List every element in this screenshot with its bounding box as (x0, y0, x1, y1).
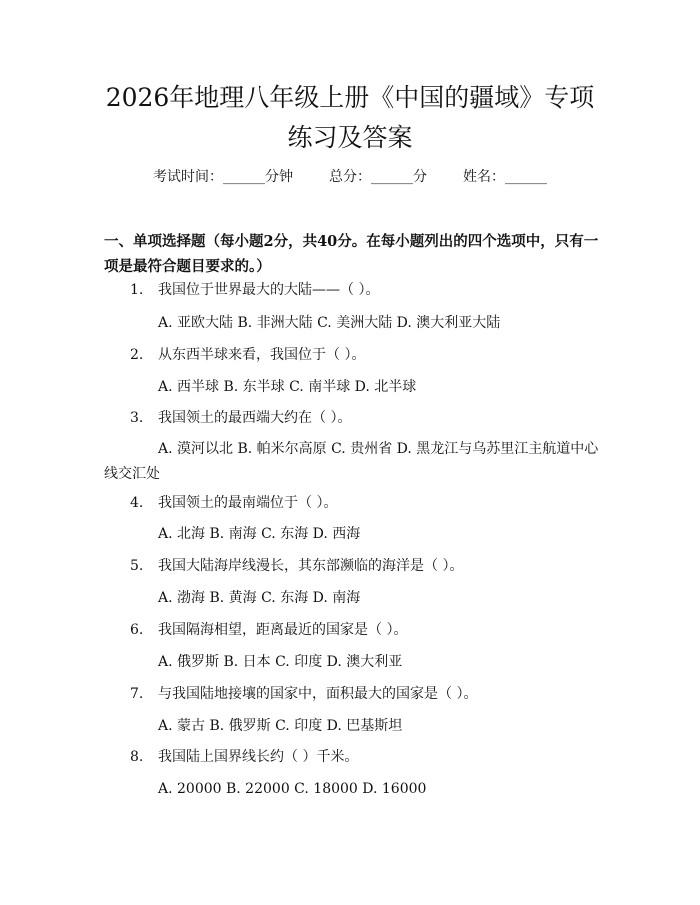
question-options: A. 20000 B. 22000 C. 18000 D. 16000 (158, 781, 427, 797)
question-options: A. 西半球 B. 东半球 C. 南半球 D. 北半球 (158, 379, 417, 395)
section-heading: 一、单项选择题（每小题2分，共40分。在每小题列出的四个选项中，只有一项是最符合题目要求的。） (104, 233, 599, 275)
page-title-line-1: 2026年地理八年级上册《中国的疆域》专项 (105, 83, 595, 112)
question-number: 2. (130, 347, 144, 363)
question-item (130, 556, 463, 576)
question-text: 从东西半球来看，我国位于（ ）。 (158, 347, 366, 363)
question-text: 我国陆上国界线长约（ ）千米。 (158, 749, 359, 765)
question-item (130, 345, 365, 365)
question-text: 与我国陆地接壤的国家中，面积最大的国家是（ ）。 (158, 686, 478, 702)
question-number: 5. (130, 558, 144, 574)
page-title-line-2: 练习及答案 (287, 123, 413, 152)
question-item (130, 747, 358, 767)
exam-time-field: 考试时间：______分钟 (153, 169, 293, 185)
question-number: 7. (130, 686, 144, 702)
question-number: 1. (130, 282, 144, 298)
question-options: A. 俄罗斯 B. 日本 C. 印度 D. 澳大利亚 (158, 654, 403, 670)
question-number: 8. (130, 749, 144, 765)
question-text: 我国领土的最西端大约在（ ）。 (158, 410, 352, 426)
question-item (130, 620, 407, 640)
question-number: 3. (130, 410, 144, 426)
question-text: 我国领土的最南端位于（ ）。 (158, 495, 338, 511)
exam-meta (0, 167, 700, 187)
question-options: A. 渤海 B. 黄海 C. 东海 D. 南海 (158, 590, 361, 606)
question-item (130, 408, 351, 428)
student-name-field: 姓名：______ (463, 169, 547, 185)
question-item (130, 684, 477, 704)
question-text: 我国大陆海岸线漫长，其东部濒临的海洋是（ ）。 (158, 558, 464, 574)
total-score-field: 总分：______分 (329, 169, 427, 185)
question-text: 我国隔海相望，距离最近的国家是（ ）。 (158, 622, 408, 638)
question-text: 我国位于世界最大的大陆——（ ）。 (158, 282, 380, 298)
question-options: A. 蒙古 B. 俄罗斯 C. 印度 D. 巴基斯坦 (158, 718, 403, 734)
question-item (130, 280, 379, 300)
question-options: A. 北海 B. 南海 C. 东海 D. 西海 (158, 526, 361, 542)
question-number: 6. (130, 622, 144, 638)
question-options: A. 亚欧大陆 B. 非洲大陆 C. 美洲大陆 D. 澳大利亚大陆 (158, 315, 501, 331)
question-number: 4. (130, 495, 144, 511)
question-item (130, 493, 337, 513)
question-options: A. 漠河以北 B. 帕米尔高原 C. 贵州省 D. 黑龙江与乌苏里江主航道中心线交汇处 (104, 441, 599, 482)
